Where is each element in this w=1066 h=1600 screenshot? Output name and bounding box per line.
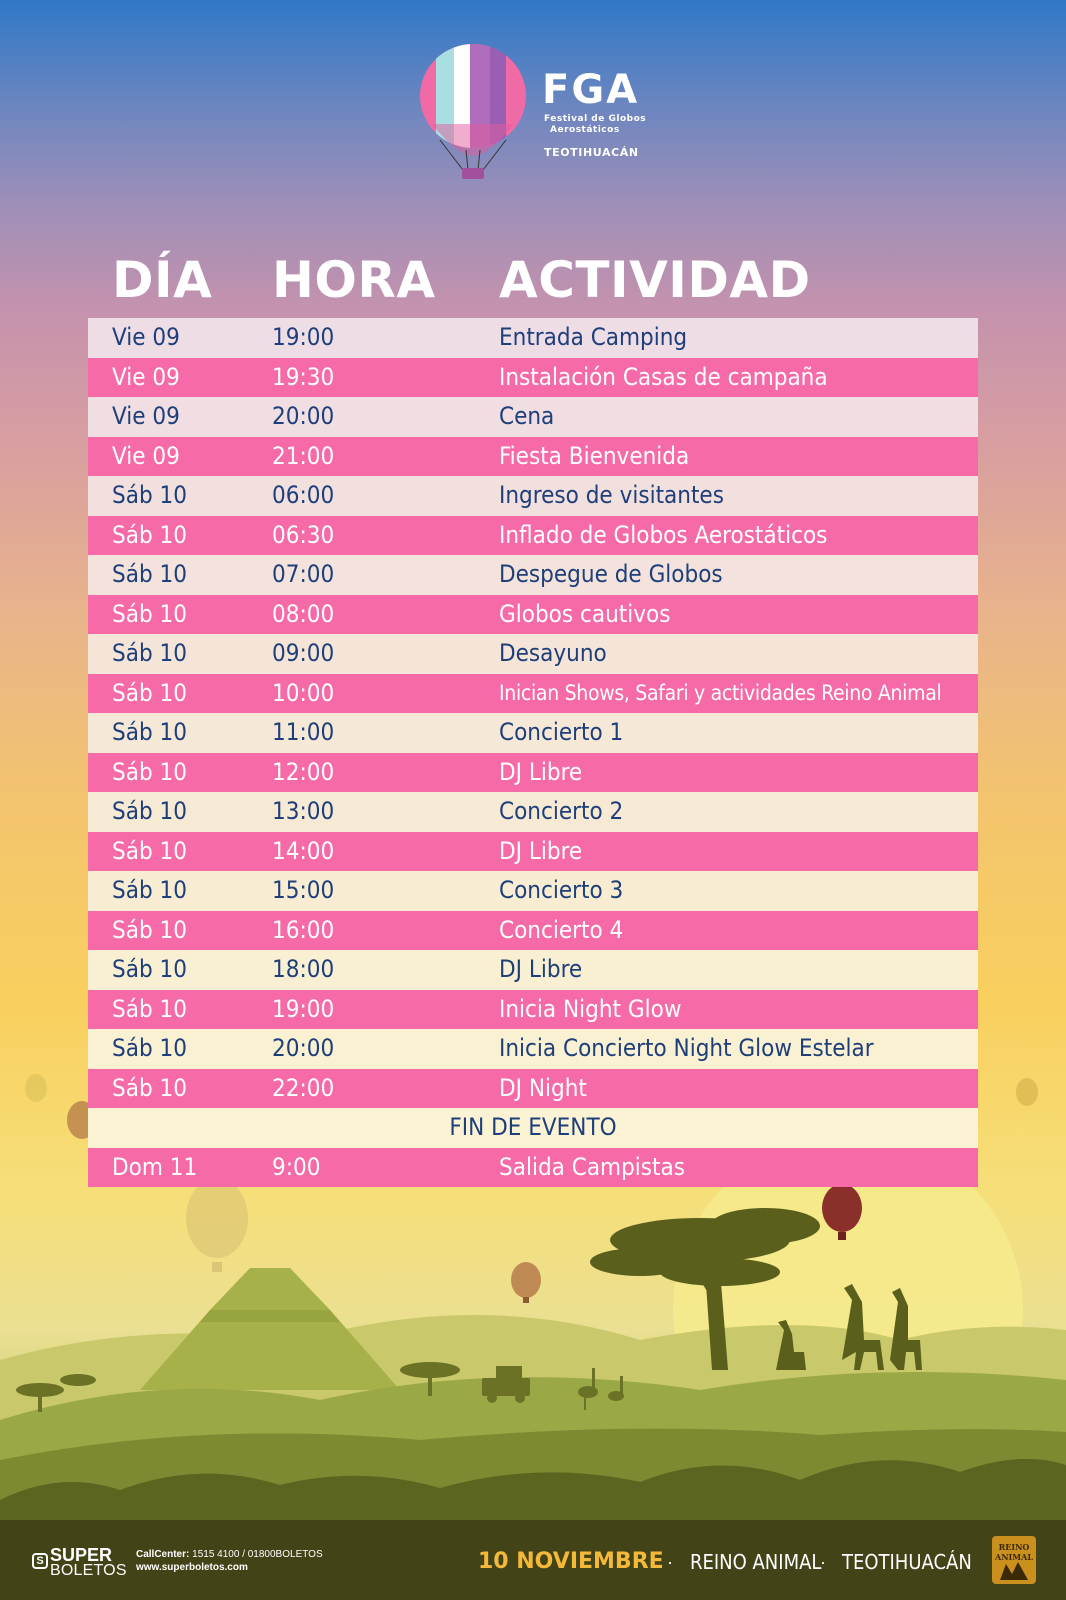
row-time: 09:00 [272,639,335,667]
reino-animal-logo [990,1534,1038,1586]
table-row [88,674,978,714]
row-time: 18:00 [272,955,335,983]
callcenter-label: CallCenter: [136,1549,190,1560]
row-activity: Cena [499,402,555,430]
table-row [88,911,978,951]
row-day: Sáb 10 [112,915,187,944]
row-time: 13:00 [272,797,335,825]
table-row [88,437,978,477]
event-date: 10 NOVIEMBRE [478,1549,664,1574]
row-time: 19:00 [272,323,335,351]
callcenter-info [136,1548,323,1574]
end-of-event-label: FIN DE EVENTO [449,1113,617,1141]
event-venue: REINO ANIMAL [690,1550,822,1574]
table-row [88,1029,978,1069]
row-time: 10:00 [272,678,335,707]
row-day: Sáb 10 [112,520,187,549]
schedule-table [88,318,978,1187]
table-row [88,832,978,872]
row-day: Vie 09 [112,323,180,351]
row-time: 21:00 [272,441,335,470]
row-time: 20:00 [272,1034,335,1062]
balloon-icon [1016,1078,1038,1106]
row-activity: Concierto 1 [499,718,624,746]
row-time: 07:00 [272,560,335,588]
table-row [88,990,978,1030]
row-activity: Entrada Camping [499,323,688,351]
row-activity: Instalación Casas de campaña [499,362,828,391]
row-activity: Salida Campistas [499,1152,685,1181]
row-day: Sáb 10 [112,1073,187,1102]
row-day: Sáb 10 [112,481,187,509]
balloon-icon [186,1178,248,1272]
row-activity: DJ Libre [499,836,583,865]
row-day: Sáb 10 [112,718,187,746]
row-day: Sáb 10 [112,876,187,904]
row-day: Vie 09 [112,362,180,391]
table-row [88,1148,978,1188]
svg-text:REINO: REINO [998,1542,1030,1552]
row-day: Sáb 10 [112,599,187,628]
row-day: Vie 09 [112,441,180,470]
header-day: DÍA [112,251,213,309]
row-day: Sáb 10 [112,560,187,588]
row-time: 08:00 [272,599,335,628]
row-activity: Concierto 3 [499,876,624,904]
balloon-icon [511,1262,541,1303]
callcenter-numbers: 1515 4100 / 01800BOLETOS [192,1549,323,1560]
table-row [88,318,978,358]
logo-subtitle-line2: Aerostáticos [550,125,620,135]
row-activity: Inflado de Globos Aerostáticos [499,520,828,549]
row-activity: Inicia Night Glow [499,994,682,1023]
table-row [88,476,978,516]
row-time: 19:00 [272,994,335,1023]
row-activity: Fiesta Bienvenida [499,441,690,470]
row-time: 20:00 [272,402,335,430]
row-time: 06:00 [272,481,335,509]
separator-dot: · [667,1552,673,1572]
row-activity: Globos cautivos [499,599,671,628]
row-activity: Concierto 2 [499,797,624,825]
logo-subtitle-line1: Festival de Globos [544,114,647,124]
row-activity: Concierto 4 [499,915,624,944]
row-time: 06:30 [272,520,335,549]
footer [0,1528,1066,1600]
row-time: 12:00 [272,757,335,786]
table-row [88,634,978,674]
row-activity: Inician Shows, Safari y actividades Reino Animal [499,680,942,705]
row-day: Sáb 10 [112,797,187,825]
table-row [88,595,978,635]
svg-text:ANIMAL: ANIMAL [995,1552,1033,1562]
header-activity: ACTIVIDAD [499,251,811,309]
logo-subtitle [544,114,664,136]
website-link[interactable]: www.superboletos.com [136,1562,248,1573]
row-day: Sáb 10 [112,678,187,707]
row-day: Sáb 10 [112,836,187,865]
row-day: Sáb 10 [112,1034,187,1062]
table-row [88,555,978,595]
end-of-event-row [88,1108,978,1148]
row-time: 15:00 [272,876,335,904]
separator-dot: · [820,1552,826,1572]
row-activity: Ingreso de visitantes [499,481,724,509]
row-time: 9:00 [272,1152,321,1181]
table-row [88,871,978,911]
table-row [88,792,978,832]
row-time: 16:00 [272,915,335,944]
row-time: 19:30 [272,362,335,391]
logo-acronym: FGA [542,67,640,113]
logo-place: TEOTIHUACÁN [544,146,639,159]
row-activity: Inicia Concierto Night Glow Estelar [499,1034,874,1062]
table-row [88,358,978,398]
table-row [88,950,978,990]
table-row [88,516,978,556]
row-activity: Despegue de Globos [499,560,723,588]
row-activity: DJ Night [499,1073,587,1102]
brand-super: SUPER [50,1545,113,1565]
row-activity: DJ Libre [499,955,583,983]
row-activity: Desayuno [499,639,607,667]
row-time: 11:00 [272,718,335,746]
superboletos-mark-icon: S [32,1553,48,1569]
superboletos-logo [32,1544,128,1584]
row-day: Dom 11 [112,1152,198,1181]
table-row [88,713,978,753]
table-row [88,1069,978,1109]
row-day: Sáb 10 [112,757,187,786]
row-day: Sáb 10 [112,639,187,667]
row-day: Vie 09 [112,402,180,430]
row-day: Sáb 10 [112,955,187,983]
balloon-icon [25,1074,47,1102]
table-row [88,753,978,793]
table-row [88,397,978,437]
fga-logo [418,44,658,194]
header-time: HORA [272,251,436,309]
row-time: 14:00 [272,836,335,865]
row-day: Sáb 10 [112,994,187,1023]
row-time: 22:00 [272,1073,335,1102]
brand-boletos: BOLETOS [50,1562,127,1579]
event-city: TEOTIHUACÁN [842,1550,972,1574]
hot-air-balloon-icon [418,44,533,189]
row-activity: DJ Libre [499,757,583,786]
